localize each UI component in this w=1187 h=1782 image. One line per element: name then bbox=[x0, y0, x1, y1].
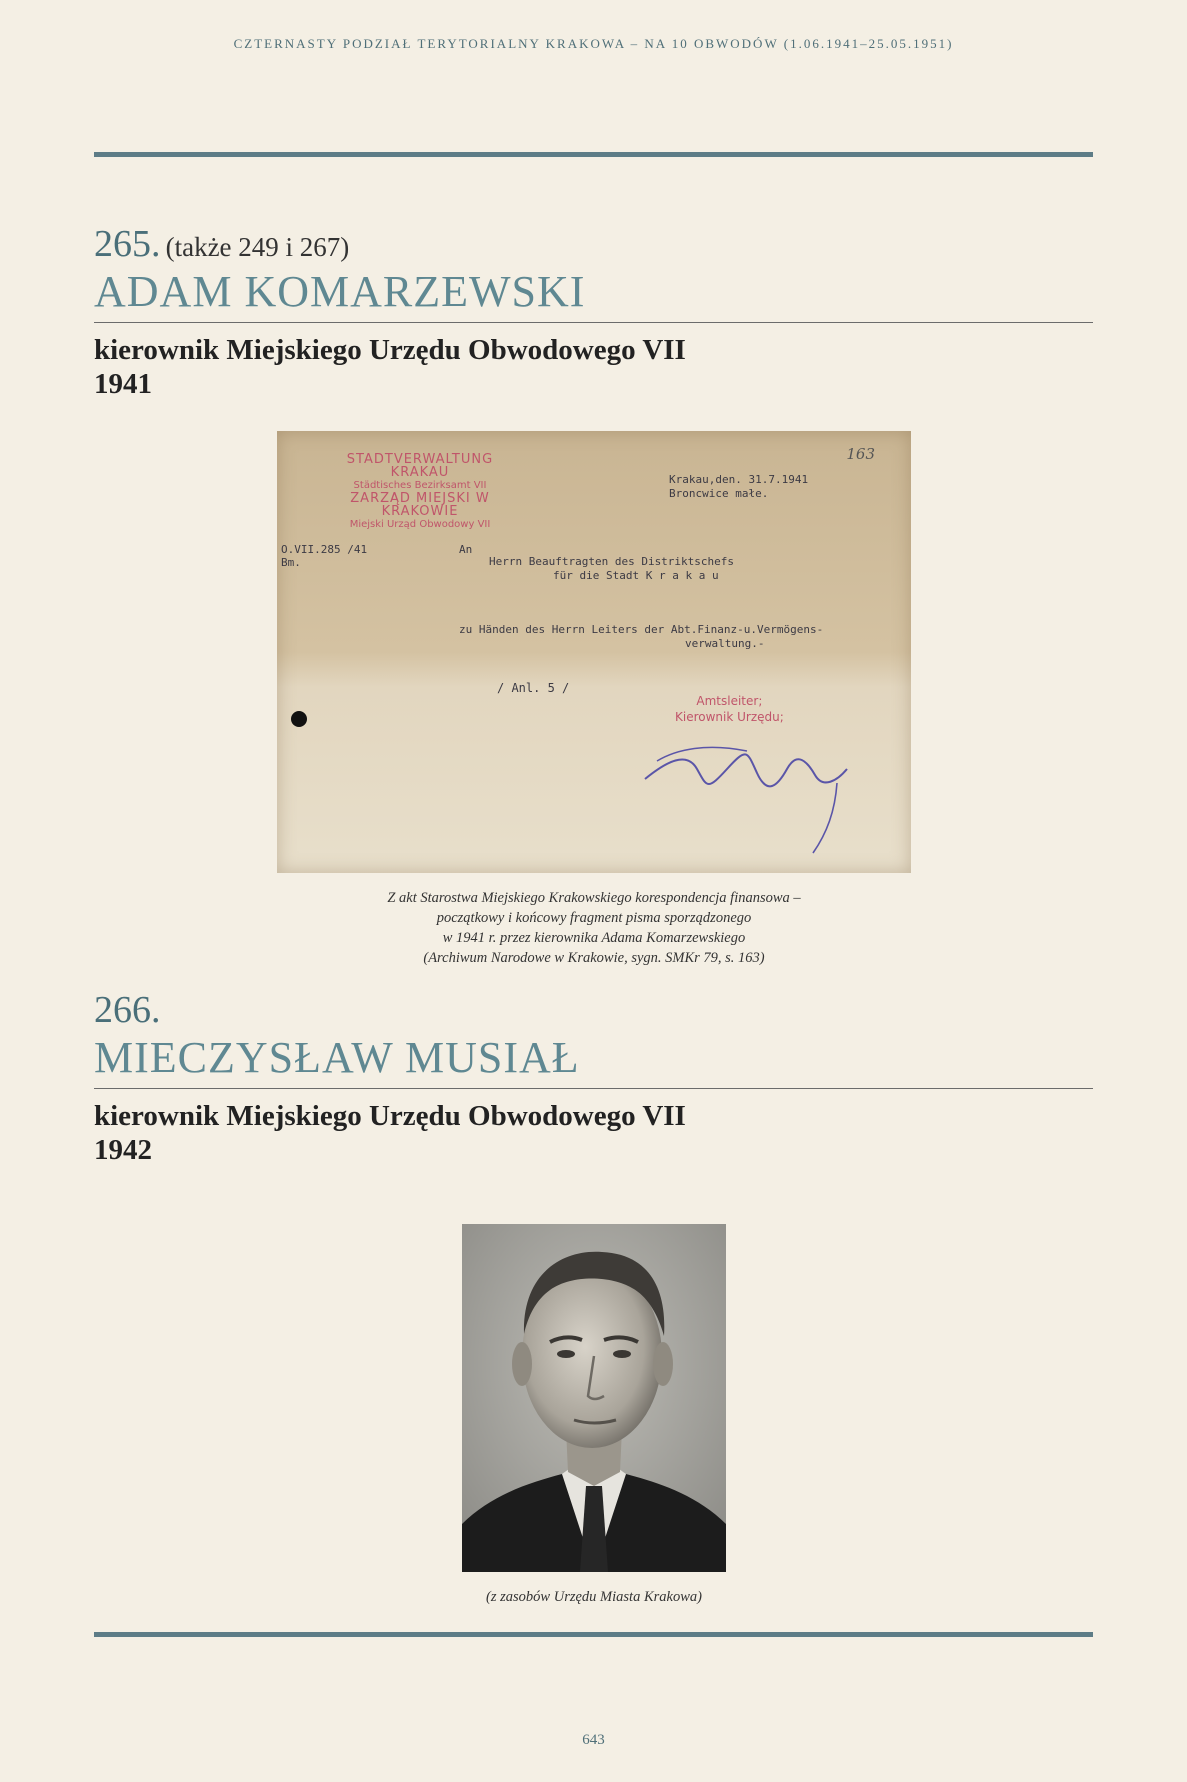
punch-hole bbox=[291, 711, 307, 727]
entry-cross-reference: (także 249 i 267) bbox=[165, 232, 350, 262]
entry-rule bbox=[94, 1088, 1093, 1089]
photo-caption: (z zasobów Urzędu Miasta Krakowa) bbox=[486, 1589, 702, 1605]
entry-number: 266. bbox=[94, 989, 161, 1031]
entry-name: ADAM KOMARZEWSKI bbox=[94, 267, 586, 316]
entry-rule bbox=[94, 322, 1093, 323]
entry-265 bbox=[94, 222, 1093, 401]
attention-line: zu Händen des Herrn Leiters der Abt.Finanz-u.Vermögens- verwaltung.- bbox=[459, 623, 824, 650]
document-caption: Z akt Starostwa Miejskiego Krakowskiego korespondencja finansowa – początkowy i końcowy fragment pisma sporządzonego w 1941 r. przez kierownika Adama Komarzewskiego (Archiwum Narodowe w Krakowie, sygn. SMKr 79, s. 163) bbox=[387, 890, 801, 966]
page-number: 643 bbox=[582, 1732, 605, 1748]
signature-stamp: Amtsleiter; Kierownik Urzędu; bbox=[675, 694, 784, 724]
office-stamp: STADTVERWALTUNG KRAKAU Städtisches Bezirksamt VII ZARZĄD MIEJSKI W KRAKOWIE Miejski Urząd Obwodowy VII bbox=[346, 452, 494, 530]
reference-number: O.VII.285 /41 Bm. bbox=[281, 543, 368, 569]
folio-number: 163 bbox=[846, 445, 875, 463]
entry-number: 265. bbox=[94, 223, 161, 265]
archival-document bbox=[277, 431, 911, 873]
running-head: CZTERNASTY PODZIAŁ TERYTORIALNY KRAKOWA – NA 10 OBWODÓW (1.06.1941–25.05.1951) bbox=[233, 36, 954, 51]
entry-266 bbox=[94, 988, 1093, 1167]
bottom-rule bbox=[94, 1632, 1093, 1637]
entry-role: kierownik Miejskiego Urzędu Obwodowego VII bbox=[94, 334, 686, 366]
place-date: Krakau,den. 31.7.1941 Broncwice małe. bbox=[669, 473, 809, 500]
entry-year: 1942 bbox=[94, 1134, 152, 1166]
portrait-photo bbox=[462, 1224, 726, 1572]
addressee: Herrn Beauftragten des Distriktschefs für die Stadt K r a k a u bbox=[489, 555, 735, 582]
portrait-illustration bbox=[462, 1224, 726, 1572]
entry-year: 1941 bbox=[94, 368, 152, 400]
handwritten-signature bbox=[637, 721, 877, 861]
entry-role: kierownik Miejskiego Urzędu Obwodowego VII bbox=[94, 1100, 686, 1132]
an-label: An bbox=[459, 543, 473, 556]
entry-name: MIECZYSŁAW MUSIAŁ bbox=[94, 1033, 580, 1082]
enclosure: / Anl. 5 / bbox=[497, 681, 570, 695]
top-rule bbox=[94, 152, 1093, 157]
